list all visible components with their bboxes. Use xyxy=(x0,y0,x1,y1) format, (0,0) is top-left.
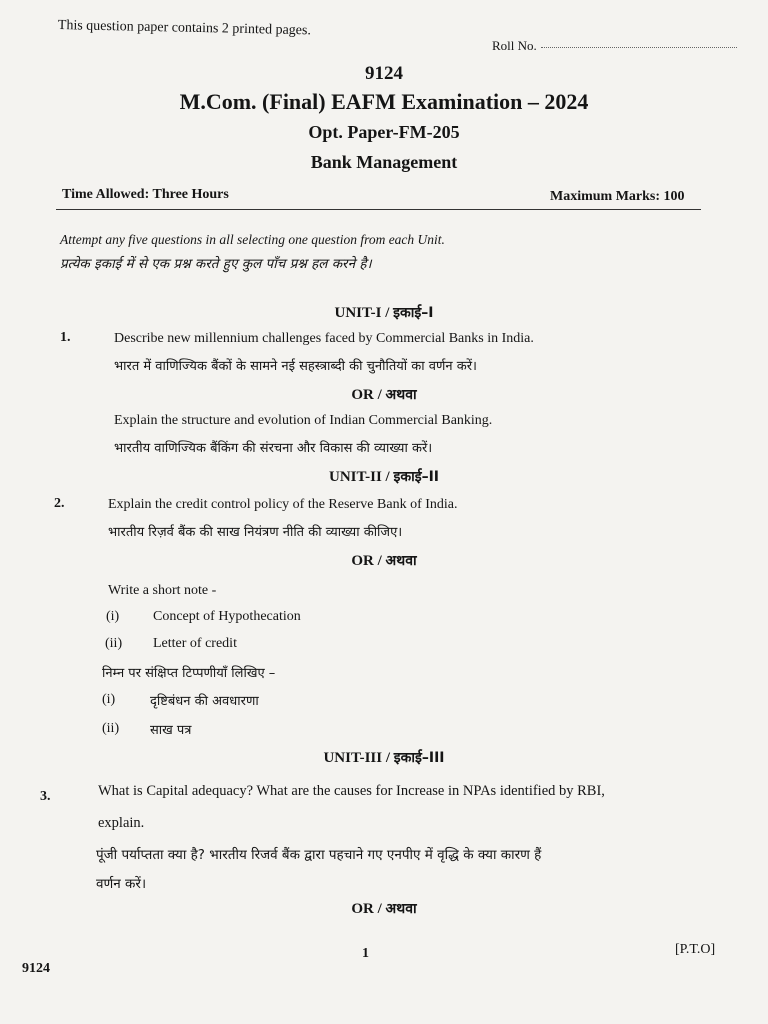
question-2-number: 2. xyxy=(54,496,65,511)
list-item-text: साख पत्र xyxy=(150,723,192,738)
question-3-number: 3. xyxy=(40,789,51,804)
list-item-number: (i) xyxy=(102,692,116,707)
list-item-text: दृष्टिबंधन की अवधारणा xyxy=(150,694,259,709)
list-item-text: Letter of credit xyxy=(153,636,237,651)
instructions-english: Attempt any five questions in all selecting one question from each Unit. xyxy=(60,232,445,247)
roll-number-field xyxy=(492,38,737,54)
question-1-number: 1. xyxy=(60,330,71,345)
list-item-number: (i) xyxy=(106,609,120,624)
or-label-hi: अथवा xyxy=(385,901,417,917)
please-turn-over: [P.T.O] xyxy=(675,942,716,957)
question-1-alt-text-en: Explain the structure and evolution of Indian Commercial Banking. xyxy=(114,413,493,428)
question-2-text-en: Explain the credit control policy of the Reserve Bank of India. xyxy=(108,497,458,512)
or-label-hi: अथवा xyxy=(385,387,417,403)
footer-paper-code: 9124 xyxy=(22,961,50,976)
question-1-text-hi: भारत में वाणिज्यिक बैंकों के सामने नई सहस्त्राब्दी की चुनौतियों का वर्णन करें। xyxy=(114,359,477,374)
subject-title: Bank Management xyxy=(310,152,458,172)
unit-3-title-hi: इकाई–III xyxy=(393,750,445,766)
unit-2-title-hi: इकाई–II xyxy=(393,469,439,485)
question-2-alt-text-hi: निम्न पर संक्षिप्त टिप्पणीयाँ लिखिए – xyxy=(102,666,276,681)
unit-2-or-divider xyxy=(0,551,768,570)
unit-1-or-divider xyxy=(0,385,768,404)
roll-number-blank xyxy=(541,46,737,48)
unit-2-heading xyxy=(0,467,768,486)
maximum-marks: Maximum Marks: 100 xyxy=(550,189,685,204)
unit-3-heading xyxy=(0,748,768,767)
question-1-alt-text-hi: भारतीय वाणिज्यिक बैंकिंग की संरचना और विकास की व्याख्या करें। xyxy=(114,441,433,456)
question-3-text-hi-line-1: पूंजी पर्याप्तता क्या है? भारतीय रिजर्व बैंक द्वारा पहचाने गए एनपीए में वृद्धि के क्या कारण हैं xyxy=(96,847,542,863)
question-3-text-hi-line-2: वर्णन करें। xyxy=(96,876,147,892)
list-item-number: (ii) xyxy=(105,636,123,651)
unit-3-or-divider xyxy=(0,899,768,918)
unit-3-title-en: UNIT-III / xyxy=(323,750,391,766)
time-allowed: Time Allowed: Three Hours xyxy=(62,187,229,202)
or-label-en: OR / xyxy=(351,553,382,569)
unit-1-heading xyxy=(0,303,768,322)
or-label-en: OR / xyxy=(351,901,382,917)
list-item-text: Concept of Hypothecation xyxy=(153,609,301,624)
paper-name: Opt. Paper-FM-205 xyxy=(308,122,460,142)
unit-1-title-en: UNIT-I / xyxy=(334,305,390,321)
exam-title: M.Com. (Final) EAFM Examination – 2024 xyxy=(179,89,589,114)
or-label-en: OR / xyxy=(351,387,382,403)
page-number: 1 xyxy=(362,946,369,961)
instructions-hindi: प्रत्येक इकाई में से एक प्रश्न करते हुए कुल पाँच प्रश्न हल करने है। xyxy=(60,256,372,272)
unit-2-title-en: UNIT-II / xyxy=(328,469,390,485)
page-count-note: This question paper contains 2 printed pages. xyxy=(57,18,312,39)
list-item-number: (ii) xyxy=(102,721,120,736)
question-2-alt-text-en: Write a short note - xyxy=(108,583,217,598)
question-3-text-en-line-2: explain. xyxy=(98,815,145,831)
question-1-text-en: Describe new millennium challenges faced by Commercial Banks in India. xyxy=(114,331,534,346)
header-divider xyxy=(56,209,701,210)
or-label-hi: अथवा xyxy=(385,553,417,569)
unit-1-title-hi: इकाई–I xyxy=(393,305,434,321)
paper-code: 9124 xyxy=(365,63,403,84)
roll-number-label: Roll No. xyxy=(492,38,537,53)
question-3-text-en-line-1: What is Capital adequacy? What are the causes for Increase in NPAs identified by RBI, xyxy=(98,783,605,799)
question-2-text-hi: भारतीय रिज़र्व बैंक की साख नियंत्रण नीति की व्याख्या कीजिए। xyxy=(108,525,403,540)
